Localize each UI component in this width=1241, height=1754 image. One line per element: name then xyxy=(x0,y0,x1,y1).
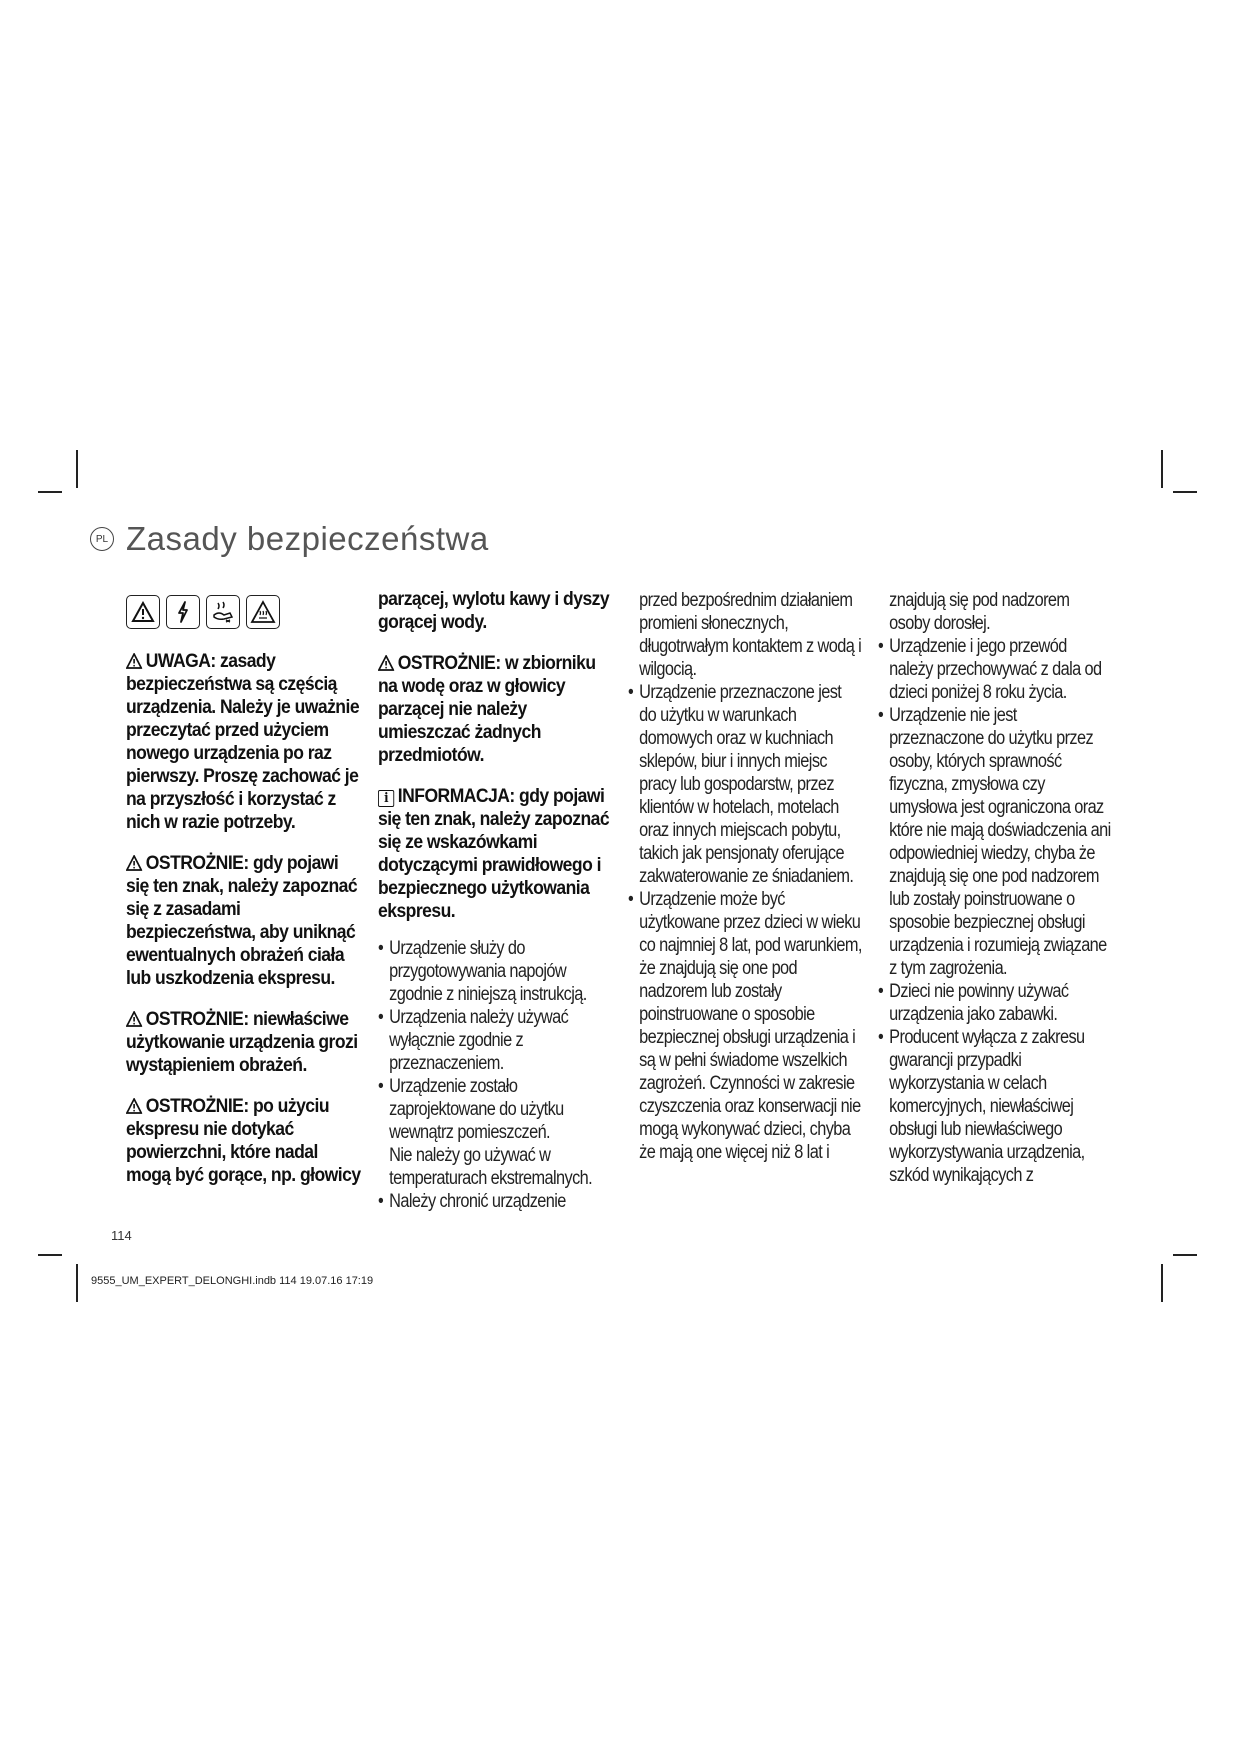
column-2 xyxy=(378,588,617,941)
warning-triangle-icon xyxy=(126,1011,142,1027)
list-item: • Dzieci nie powinny używać urządzenia jako zabawki. xyxy=(878,980,1112,1026)
print-footer: 9555_UM_EXPERT_DELONGHI.indb 114 19.07.16 17:19 xyxy=(91,1275,374,1287)
caution-text: gdy pojawi się ten znak, należy zapoznać się z zasadami bezpieczeństwa, aby uniknąć ewentualnych obrażeń ciała lub uszkodzenia ekspresu. xyxy=(126,852,358,989)
column-4 xyxy=(878,589,1112,1187)
caution-paragraph xyxy=(378,652,617,767)
crop-mark xyxy=(76,1264,78,1302)
hot-steam-icon xyxy=(246,595,280,629)
info-label: INFORMACJA: xyxy=(397,785,515,807)
column-3 xyxy=(628,589,862,1164)
crop-mark xyxy=(76,450,78,488)
caution-paragraph xyxy=(126,1008,365,1077)
warning-triangle-icon xyxy=(378,655,394,671)
warning-triangle-icon xyxy=(126,1098,142,1114)
column-1 xyxy=(126,650,365,1205)
caution-label: OSTROŻNIE: xyxy=(397,652,501,674)
info-icon: i xyxy=(378,790,394,807)
list-item: • Urządzenie służy do przygotowywania napojów zgodnie z niniejszą instrukcją. xyxy=(378,937,612,1006)
continued-text: znajdują się pod nadzorem osoby dorosłej. xyxy=(889,590,1070,634)
list-item: • Urządzenie i jego przewód należy przechowywać z dala od dzieci poniżej 8 roku życia. xyxy=(878,635,1112,704)
crop-mark xyxy=(1173,491,1197,493)
info-paragraph xyxy=(378,785,617,923)
list-item: • Urządzenia należy używać wyłącznie zgodnie z przeznaczeniem. xyxy=(378,1006,612,1075)
hot-surface-icon xyxy=(206,595,240,629)
warning-label: UWAGA: xyxy=(145,650,216,672)
list-item: • Urządzenie zostało zaprojektowane do użytku wewnątrz pomieszczeń. xyxy=(378,1075,612,1144)
page-number: 114 xyxy=(111,1228,132,1243)
warning-icons-row xyxy=(126,595,280,629)
language-badge: PL xyxy=(90,527,114,551)
list-item: • Urządzenie może być użytkowane przez dzieci w wieku co najmniej 8 lat, pod warunkiem, że znajdują się one pod nadzorem lub zostały poinstruowane o sposobie bezpiecznej obsługi urządzenia i są w pełni świadome wszelkich zagrożeń. Czynności w zakresie czyszczenia oraz konserwacji nie mogą wykonywać dzieci, chyba że mają one więcej niż 8 lat i xyxy=(628,888,862,1164)
column-2-bullets xyxy=(378,937,612,1213)
list-item: • Urządzenie przeznaczone jest do użytku w warunkach domowych oraz w kuchniach sklepów, biur i innych miejsc pracy lub gospodarstw, przez klientów w hotelach, motelach oraz innych miejscach pobytu, takich jak pensjonaty oferujące zakwaterowanie ze śniadaniem. xyxy=(628,681,862,888)
warning-text: zasady bezpieczeństwa są częścią urządzenia. Należy je uważnie przeczytać przed użyciem nowego urządzenia po raz pierwszy. Proszę zachować je na przyszłość i korzystać z nich w razie potrzeby. xyxy=(126,650,360,833)
warning-paragraph xyxy=(126,650,365,834)
warning-triangle-icon xyxy=(126,653,142,669)
electric-shock-icon xyxy=(166,595,200,629)
caution-label: OSTROŻNIE: xyxy=(145,1008,249,1030)
page-title: Zasady bezpieczeństwa xyxy=(126,520,489,557)
continued-paragraph: parzącej, wylotu kawy i dyszy gorącej wody. xyxy=(378,588,610,633)
list-item-continuation: Nie należy go używać w temperaturach ekstremalnych. xyxy=(389,1145,593,1189)
info-text: gdy pojawi się ten znak, należy zapoznać się ze wskazówkami dotyczącymi prawidłowego i bezpiecznego użytkowania ekspresu. xyxy=(378,785,610,922)
caution-label: OSTROŻNIE: xyxy=(145,1095,249,1117)
crop-mark xyxy=(38,1254,62,1256)
page-header xyxy=(90,520,489,558)
list-item: • Producent wyłącza z zakresu gwarancji przypadki wykorzystania w celach komercyjnych, niewłaściwej obsługi lub niewłaściwego wykorzystywania urządzenia, szkód wynikających z xyxy=(878,1026,1112,1187)
crop-mark xyxy=(1173,1254,1197,1256)
caution-paragraph xyxy=(126,1095,365,1187)
caution-text: w zbiorniku na wodę oraz w głowicy parzącej nie należy umieszczać żadnych przedmiotów. xyxy=(378,652,596,766)
crop-mark xyxy=(1161,450,1163,488)
continued-text: przed bezpośrednim działaniem promieni słonecznych, długotrwałym kontaktem z wodą i wilgocią. xyxy=(639,590,862,680)
caution-text: po użyciu ekspresu nie dotykać powierzchni, które nadal mogą być gorące, np. głowicy xyxy=(126,1095,361,1186)
caution-text: niewłaściwe użytkowanie urządzenia grozi wystąpieniem obrażeń. xyxy=(126,1008,358,1076)
warning-triangle-icon xyxy=(126,595,160,629)
crop-mark xyxy=(38,491,62,493)
warning-triangle-icon xyxy=(126,855,142,871)
list-item: • Urządzenie nie jest przeznaczone do użytku przez osoby, których sprawność fizyczna, zmysłowa czy umysłowa jest ograniczona oraz które nie mają doświadczenia ani odpowiedniej wiedzy, chyba że znajdują się one pod nadzorem lub zostały poinstruowane o sposobie bezpiecznej obsługi urządzenia i rozumieją związane z tym zagrożenia. xyxy=(878,704,1112,980)
crop-mark xyxy=(1161,1264,1163,1302)
caution-paragraph xyxy=(126,852,365,990)
list-item: • Należy chronić urządzenie xyxy=(378,1190,612,1213)
caution-label: OSTROŻNIE: xyxy=(145,852,249,874)
